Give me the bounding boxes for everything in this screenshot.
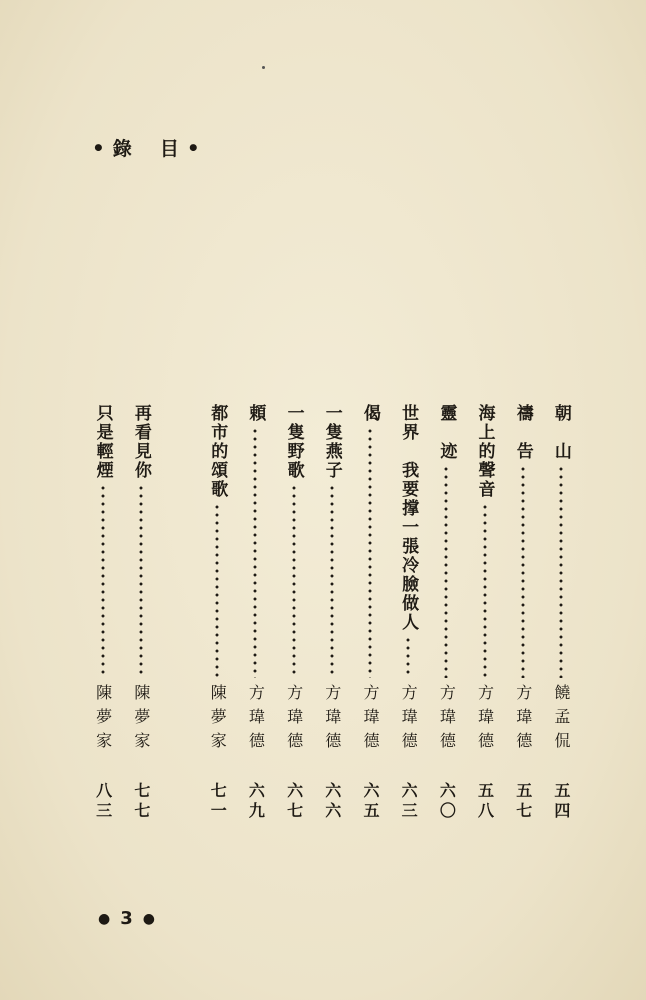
entry-author: 饒孟侃 (551, 684, 571, 756)
entry-title: 一隻野歌 (283, 404, 304, 480)
toc-entry (504, 404, 542, 834)
dot-leader (253, 427, 257, 678)
entry-title: 一隻燕子 (321, 404, 342, 480)
header-char-left: 目 (159, 138, 181, 160)
header-char-right: 錄 (112, 138, 134, 160)
dot-leader (444, 465, 448, 678)
toc-entry (313, 404, 351, 834)
entry-title: 只是輕煙 (92, 404, 113, 480)
entry-author: 方瑋德 (360, 684, 380, 756)
entry-title: 世界 我要撑一張冷臉做人 (398, 404, 419, 632)
page-footer (88, 908, 165, 929)
toc-entry (465, 404, 503, 834)
table-of-contents (80, 404, 580, 834)
entry-page: 六六 (322, 782, 342, 822)
entry-author: 陳夢家 (93, 684, 113, 756)
entry-author: 方瑋德 (399, 684, 419, 756)
entry-author: 方瑋德 (437, 684, 457, 756)
toc-entry (275, 404, 313, 834)
entry-title: 都市的頌歌 (207, 404, 228, 499)
dot-leader (521, 465, 525, 678)
entry-title: 偈 (359, 404, 380, 423)
toc-entry (236, 404, 274, 834)
entry-page: 七一 (208, 782, 228, 822)
entry-page: 六〇 (437, 782, 457, 822)
entry-title: 再看見你 (130, 404, 151, 480)
toc-entry (198, 404, 236, 834)
toc-entry (542, 404, 580, 834)
toc-spacer (160, 404, 198, 834)
entry-title: 禱 告 (512, 404, 533, 461)
dot-leader (292, 484, 296, 678)
footer-dot: ● (142, 910, 155, 927)
entry-title: 靈 迹 (436, 404, 457, 461)
entry-page: 五四 (551, 782, 571, 822)
entry-title: 頼 (245, 404, 266, 423)
dot-leader (559, 465, 563, 678)
page-header (86, 134, 208, 161)
header-dot: • (186, 135, 202, 160)
entry-page: 六九 (246, 782, 266, 822)
dot-leader (406, 636, 410, 678)
dot-leader (215, 503, 219, 678)
toc-entry (351, 404, 389, 834)
entry-author: 陳夢家 (131, 684, 151, 756)
entry-page: 七七 (131, 782, 151, 822)
dot-leader (483, 503, 487, 678)
footer-dot: ● (98, 910, 111, 927)
toc-entry (389, 404, 427, 834)
entry-page: 六五 (360, 782, 380, 822)
entry-author: 方瑋德 (322, 684, 342, 756)
entry-author: 陳夢家 (208, 684, 228, 756)
entry-author: 方瑋德 (513, 684, 533, 756)
entry-author: 方瑋德 (475, 684, 495, 756)
entry-page: 六七 (284, 782, 304, 822)
toc-entry (427, 404, 465, 834)
entry-title: 朝 山 (550, 404, 571, 461)
entry-author: 方瑋德 (246, 684, 266, 756)
paper-speck (262, 66, 265, 69)
entry-page: 五七 (513, 782, 533, 822)
dot-leader (330, 484, 334, 678)
dot-leader (368, 427, 372, 678)
entry-page: 五八 (475, 782, 495, 822)
dot-leader (101, 484, 105, 678)
dot-leader (139, 484, 143, 678)
entry-title: 海上的聲音 (474, 404, 495, 499)
header-dot: • (92, 135, 107, 160)
entry-page: 六三 (399, 782, 419, 822)
toc-entry (122, 404, 160, 834)
page-number: 3 (120, 908, 133, 929)
toc-entry (84, 404, 122, 834)
entry-author: 方瑋德 (284, 684, 304, 756)
entry-page: 八三 (93, 782, 113, 822)
